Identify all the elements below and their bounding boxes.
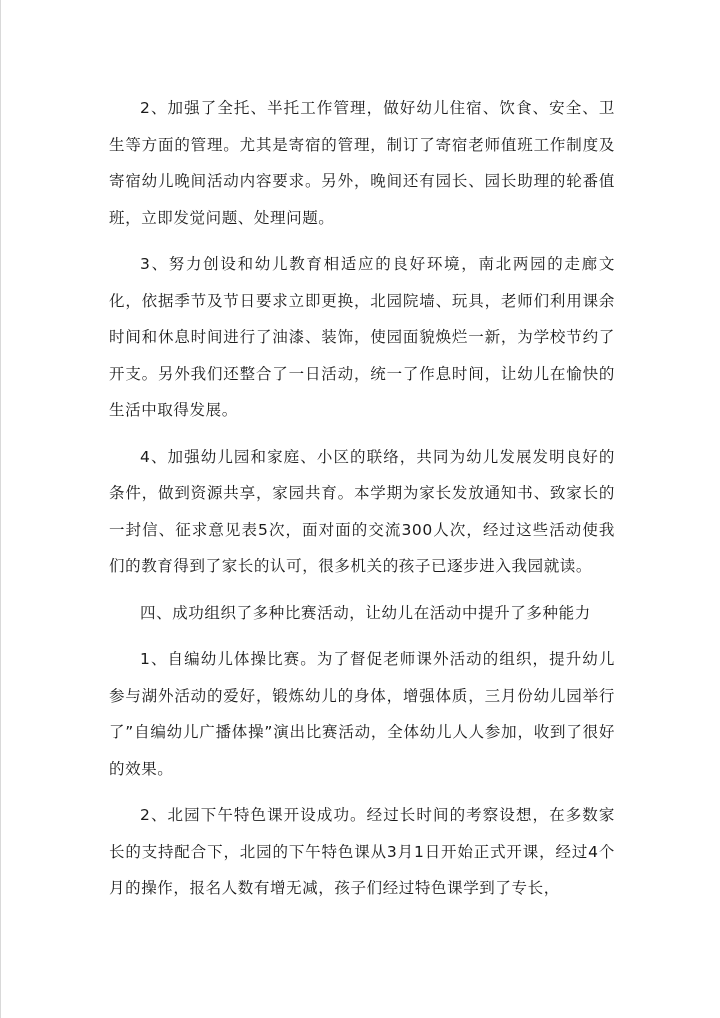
document-body: [109, 90, 615, 917]
paragraph-item-4-family-liaison: 4、加强幼儿园和家庭、小区的联络，共同为幼儿发展发明良好的条件，做到资源共享，家园共育。本学期为家长发放通知书、致家长的一封信、征求意见表5次，面对面的交流300人次，经过这些活动使我们的教育得到了家长的认可，很多机关的孩子已逐步进入我园就读。: [109, 447, 615, 575]
paragraph-item-2-management: 2、加强了全托、半托工作管理，做好幼儿住宿、饮食、安全、卫生等方面的管理。尤其是寄宿的管理，制订了寄宿老师值班工作制度及寄宿幼儿晚间活动内容要求。另外，晚间还有园长、园长助理的轮番值班，立即发觉问题、处理问题。: [109, 99, 615, 227]
section-heading-competitions: 四、成功组织了多种比赛活动，让幼儿在活动中提升了多种能力: [140, 603, 591, 622]
paragraph-item-1-gymnastics: 1、自编幼儿体操比赛。为了督促老师课外活动的组织，提升幼儿参与湖外活动的爱好，锻炼幼儿的身体，增强体质，三月份幼儿园举行了”自编幼儿广播体操”演出比赛活动，全体幼儿人人参加，收到了很好的效果。: [109, 650, 615, 778]
paragraph-item-3-environment: 3、努力创设和幼儿教育相适应的良好环境，南北两园的走廊文化，依据季节及节日要求立即更换，北园院墙、玩具，老师们利用课余时间和休息时间进行了油漆、装饰，使园面貌焕烂一新，为学校节约了开支。另外我们还整合了一日活动，统一了作息时间，让幼儿在愉快的生活中取得发展。: [109, 255, 615, 419]
paragraph-item-2-afternoon-classes: 2、北园下午特色课开设成功。经过长时间的考察设想，在多数家长的支持配合下，北园的下午特色课从3月1日开始正式开课，经过4个月的操作，报名人数有增无减，孩子们经过特色课学到了专长，: [109, 806, 615, 897]
